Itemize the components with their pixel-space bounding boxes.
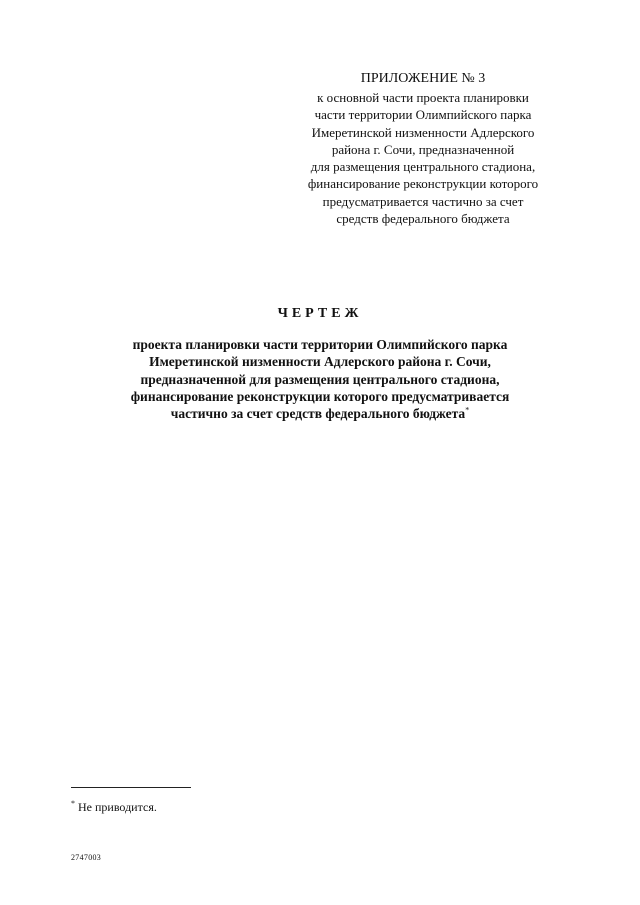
appendix-line-7: предусматривается частично за счет (322, 193, 524, 209)
appendix-line-8: средств федерального бюджета (336, 211, 510, 227)
appendix-line-2: части территории Олимпийского парка (314, 107, 532, 123)
appendix-line-3: Имеретинской низменности Адлерского (311, 124, 535, 140)
drawing-subtitle-line-3: предназначенной для размещения центрального стадиона, (140, 371, 500, 387)
footnote-mark: * (71, 799, 75, 808)
footnote (71, 799, 157, 815)
drawing-subtitle (60, 336, 580, 422)
footnote-reference-mark[interactable]: * (465, 405, 470, 415)
drawing-subtitle-line-5-wrapper (60, 405, 580, 422)
appendix-line-4: района г. Сочи, предназначенной (331, 141, 515, 157)
drawing-subtitle-line-1: проекта планировки части территории Олимпийского парка (132, 337, 508, 352)
appendix-block (278, 70, 568, 227)
footnote-text: Не приводится. (78, 800, 157, 814)
appendix-line-6: финансирование реконструкции которого (307, 176, 539, 192)
drawing-subtitle-line-4: финансирование реконструкции которого предусматривается (130, 388, 510, 404)
appendix-line-5: для размещения центрального стадиона, (310, 159, 536, 175)
footnote-divider (71, 787, 191, 788)
appendix-title: ПРИЛОЖЕНИЕ № 3 (360, 71, 486, 86)
drawing-subtitle-line-2: Имеретинской низменности Адлерского района г. Сочи, (149, 354, 491, 370)
drawing-heading: ЧЕРТЕЖ (277, 306, 363, 321)
appendix-line-1: к основной части проекта планировки (317, 90, 529, 105)
document-code: 2747003 (71, 853, 102, 862)
drawing-subtitle-line-5: частично за счет средств федерального бюджета (170, 406, 466, 422)
